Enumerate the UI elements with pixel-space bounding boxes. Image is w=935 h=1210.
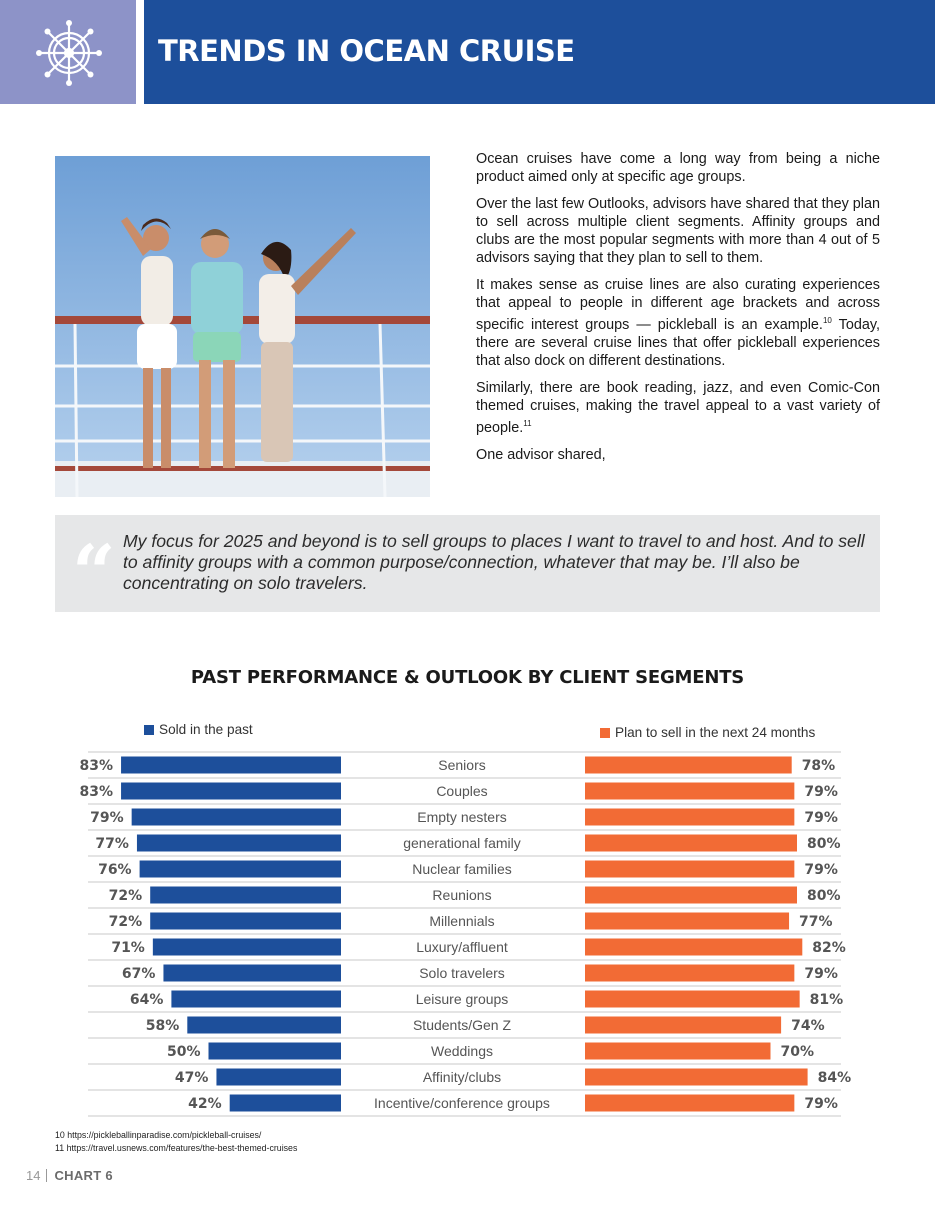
value-label-past: 72% [108,914,143,930]
bar-past [230,1095,341,1112]
bar-future [585,887,797,904]
value-label-past: 83% [79,784,114,800]
bar-past [121,783,341,800]
bar-future [585,991,800,1008]
category-label: Solo travelers [419,965,505,981]
page-title: TRENDS IN OCEAN CRUISE [158,34,575,68]
category-label: Millennials [429,913,495,929]
intro-paragraph-1: Ocean cruises have come a long way from being a niche product aimed only at specific age groups. [476,151,880,185]
value-label-future: 77% [799,914,833,930]
value-label-past: 50% [166,1044,201,1060]
value-label-future: 84% [817,1070,852,1086]
category-label: Nuclear families [412,861,512,877]
footnote-10: 10 https://pickleballinparadise.com/pickleball-cruises/ [55,1130,262,1140]
value-label-future: 79% [804,784,838,800]
value-label-future: 79% [804,862,838,878]
footnote-11: 11 https://travel.usnews.com/features/the-best-themed-cruises [55,1143,298,1153]
page-number: 14 [26,1168,41,1183]
bar-past [150,913,341,930]
bar-past [209,1043,342,1060]
value-label-past: 83% [79,758,114,774]
value-label-past: 67% [121,966,156,982]
value-label-future: 74% [791,1018,825,1034]
category-label: Luxury/affluent [416,939,508,955]
value-label-future: 82% [812,940,846,956]
bar-past [187,1017,341,1034]
bar-future [585,835,797,852]
value-label-past: 76% [98,862,132,878]
value-label-future: 79% [804,966,838,982]
category-label: Seniors [438,757,486,773]
bar-past [171,991,341,1008]
value-label-past: 64% [129,992,164,1008]
category-label: Students/Gen Z [412,1017,512,1033]
value-label-past: 42% [188,1096,222,1112]
quote-text: My focus for 2025 and beyond is to sell groups to places I want to travel to and host. And to sell to affinity groups with a common purpose/connection, whatever that may be. I’ll also be concentrating on solo travelers. [123,531,865,593]
category-label: Affinity/clubs [422,1069,502,1085]
bar-future [585,965,794,982]
bar-past [153,939,341,956]
footer-divider [46,1169,47,1182]
footnote-ref-11: 11 [523,418,532,428]
page-footer [26,1168,113,1183]
bar-past [132,809,341,826]
category-label: Leisure groups [415,991,509,1007]
bar-past [163,965,341,982]
bar-future [585,809,794,826]
category-label: Incentive/conference groups [374,1095,550,1111]
value-label-future: 79% [804,810,838,826]
category-label: Weddings [430,1043,494,1059]
bar-past [137,835,341,852]
value-label-future: 81% [809,992,844,1008]
category-label: generational family [403,835,521,851]
bar-past [121,757,341,774]
bar-future [585,861,794,878]
category-label: Empty nesters [417,809,507,825]
value-label-past: 71% [111,940,145,956]
value-label-future: 79% [804,1096,838,1112]
bar-future [585,757,792,774]
bar-future [585,939,802,956]
bar-future [585,1043,771,1060]
bar-future [585,1069,808,1086]
legend-label-past: Sold in the past [159,722,253,737]
value-label-future: 80% [807,836,841,852]
bar-past [216,1069,341,1086]
value-label-future: 70% [780,1044,815,1060]
legend-label-future: Plan to sell in the next 24 months [615,725,816,740]
bar-past [140,861,341,878]
value-label-past: 77% [95,836,129,852]
intro-paragraph-2: Over the last few Outlooks, advisors have shared that they plan to sell across multiple client segments. Affinity groups and clubs are the most popular segments with more than 4 out of 5 advisors saying that they plan to sell to them. [476,196,880,266]
value-label-past: 79% [90,810,124,826]
bar-past [150,887,341,904]
value-label-future: 78% [801,758,836,774]
value-label-past: 58% [145,1018,180,1034]
value-label-past: 47% [174,1070,209,1086]
bar-future [585,1095,794,1112]
chart-label: CHART 6 [54,1168,113,1183]
value-label-future: 80% [807,888,841,904]
quote-mark-icon: “ [72,528,116,617]
intro-paragraph-5: One advisor shared, [476,446,606,463]
bar-future [585,913,789,930]
intro-paragraph-4: Similarly, there are book reading, jazz, and even Comic-Con themed cruises, making the travel appeal to a vast variety of people.$^{11}$ [476,379,880,436]
bar-future [585,1017,781,1034]
category-label: Couples [436,783,488,799]
bar-future [585,783,794,800]
category-label: Reunions [432,887,492,903]
chart-title: PAST PERFORMANCE & OUTLOOK BY CLIENT SEGMENTS [190,667,745,688]
value-label-past: 72% [108,888,143,904]
intro-paragraph-3: It makes sense as cruise lines are also curating experiences that appeal to people in different age brackets and across specific interest groups — pickleball is an example.$^{10}$ Today, there are several cruise lines that offer pickleball experiences that also dock on different destinations. [476,277,880,369]
footnote-ref-10: 10 [822,316,832,325]
